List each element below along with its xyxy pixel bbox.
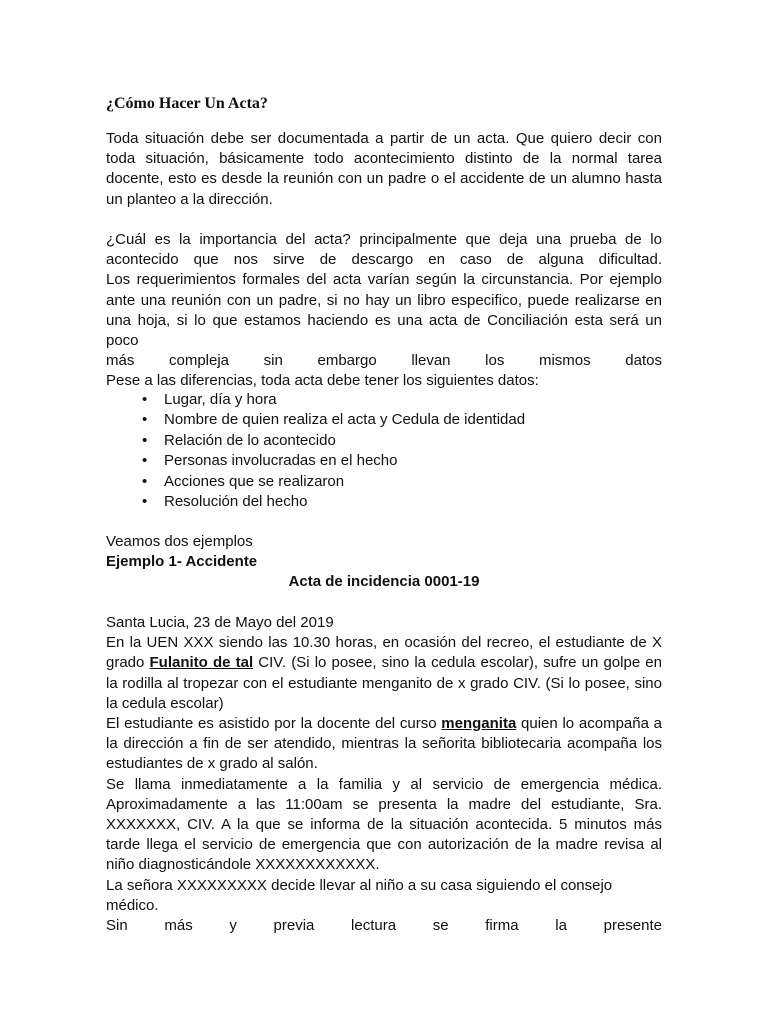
acta-place-date: Santa Lucia, 23 de Mayo del 2019: [106, 614, 334, 631]
list-item: • Personas involucradas en el hecho: [106, 451, 662, 471]
document-title: ¿Cómo Hacer Un Acta?: [106, 95, 268, 112]
acta-title: Acta de incidencia 0001-19: [288, 573, 480, 591]
acta-paragraph: En la UEN XXX siendo las 10.30 horas, en ocasión del recreo, el estudiante de X grado Fulanito de tal CIV. (Si lo posee, sino la cedula escolar), sufre un golpe en la rodilla al tropezar con el estudiante menganito de x grado CIV. (Si lo posee, sino la cedula escolar): [106, 634, 662, 712]
importance-paragraph: [106, 230, 662, 392]
list-item: • Acciones que se realizaron: [106, 472, 662, 492]
examples-intro: Veamos dos ejemplos: [106, 533, 253, 550]
list-item: • Relación de lo acontecido: [106, 431, 662, 451]
required-data-list: [106, 390, 662, 512]
list-item: • Resolución del hecho: [106, 492, 662, 512]
acta-paragraph: La señora XXXXXXXXX decide llevar al niño a su casa siguiendo el consejo médico.: [106, 876, 613, 914]
list-item: • Nombre de quien realiza el acta y Cedula de identidad: [106, 410, 662, 430]
acta-body: [106, 613, 662, 936]
list-item: • Lugar, día y hora: [106, 390, 662, 410]
importance-line: acontecido que nos sirve de descargo en caso de alguna dificultad.: [106, 251, 662, 269]
student-name: Fulanito de tal: [149, 654, 254, 672]
acta-paragraph: El estudiante es asistido por la docente del curso menganita quien lo acompaña a la dirección a fin de ser atendido, mientras la señorita bibliotecaria acompaña los estudiantes de x grado al salón.: [106, 715, 663, 773]
importance-line: más compleja sin embargo llevan los mismos datos: [106, 352, 662, 370]
importance-line: Los requerimientos formales del acta varían según la circunstancia. Por ejemplo: [106, 271, 662, 289]
importance-line: ante una reunión con un padre, si no hay un libro especifico, puede realizarse en: [106, 291, 662, 309]
examples-block: [106, 532, 662, 593]
importance-line: Pese a las diferencias, toda acta debe tener los siguientes datos:: [106, 372, 539, 390]
acta-paragraph: Se llama inmediatamente a la familia y al servicio de emergencia médica. Aproximadamente a las 11:00am se presenta la madre del estudiante, Sra. XXXXXXX, CIV. A la que se informa de la situación acontecida. 5 minutos más tarde llega el servicio de emergencia que con autorización de la madre revisa al niño diagnosticándole XXXXXXXXXXXX.: [106, 775, 662, 874]
importance-line: una hoja, si lo que estamos haciendo es una acta de Conciliación esta será un poco: [106, 311, 662, 350]
teacher-name: menganita: [441, 715, 517, 733]
example-heading: Ejemplo 1- Accidente: [106, 553, 258, 571]
acta-paragraph: Sin más y previa lectura se firma la presente: [106, 917, 662, 935]
intro-paragraph: Toda situación debe ser documentada a partir de un acta. Que quiero decir con toda situación, básicamente todo acontecimiento distinto de la normal tarea docente, esto es desde la reunión con un padre o el accidente de un alumno hasta un planteo a la dirección.: [106, 130, 662, 208]
importance-line: ¿Cuál es la importancia del acta? principalmente que deja una prueba de lo: [106, 231, 662, 248]
